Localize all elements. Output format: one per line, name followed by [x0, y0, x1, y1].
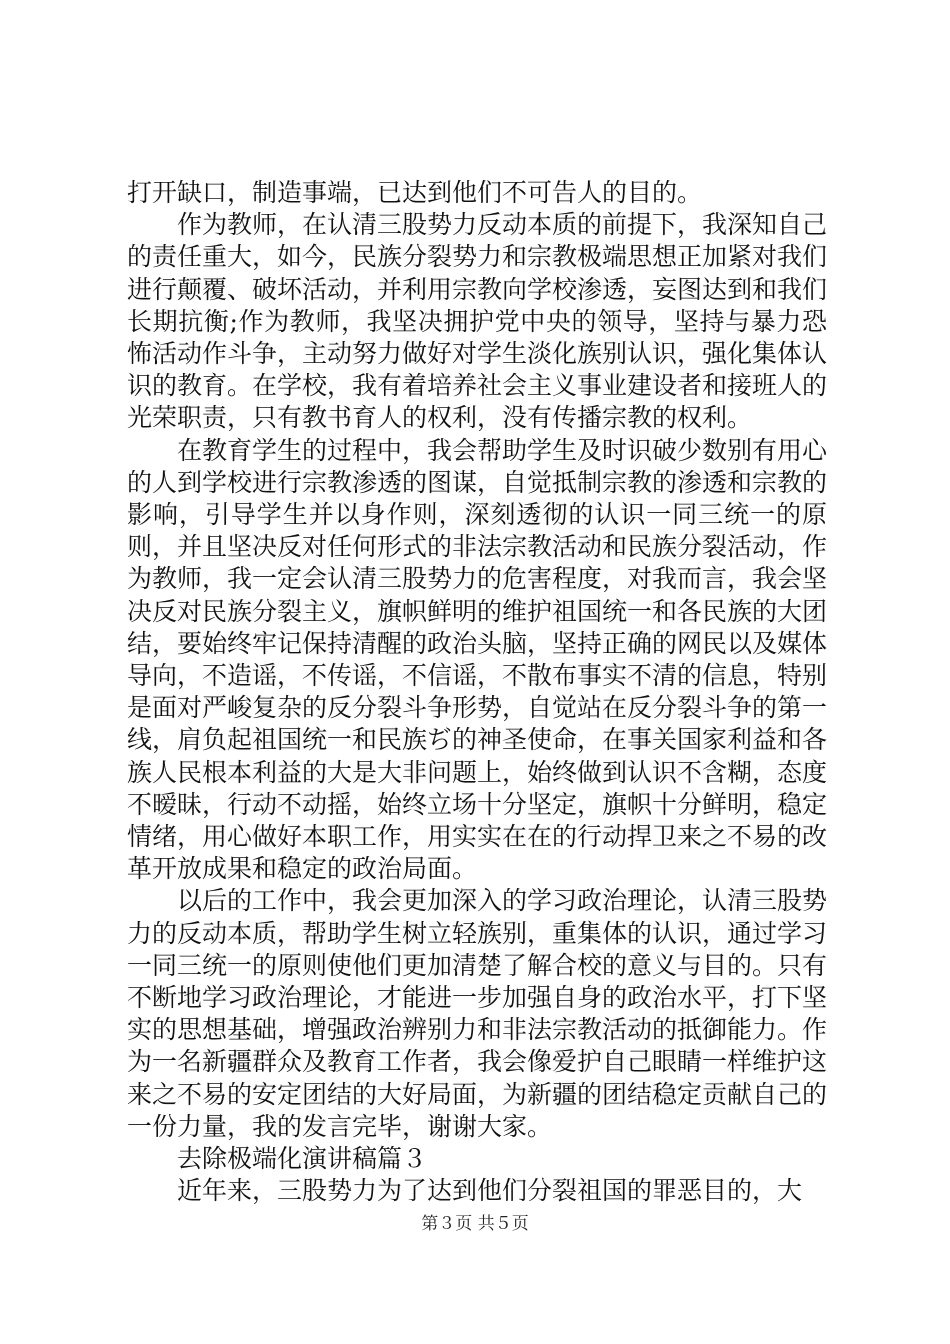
paragraph-teacher-responsibility: 作为教师，在认清三股势力反动本质的前提下，我深知自己的责任重大，如今，民族分裂势力和宗教极端思想正加紧对我们进行颠覆、破坏活动，并利用宗教向学校渗透，妄图达到和我们长期抗衡;作为教师，我坚决拥护党中央的领导，坚持与暴力恐怖活动作斗争，主动努力做好对学生淡化族别认识，强化集体认识的教育。在学校，我有着培养社会主义事业建设者和接班人的光荣职责，只有教书育人的权利，没有传播宗教的权利。 [127, 210, 828, 433]
paragraph-continuation: 打开缺口，制造事端，已达到他们不可告人的目的。 [127, 178, 703, 207]
section-heading: 去除极端化演讲稿篇３ [177, 1144, 428, 1174]
page-number-footer: 第３页 共５页 [421, 1214, 529, 1234]
document-body [127, 177, 827, 1208]
paragraph-future-work: 以后的工作中，我会更加深入的学习政治理论，认清三股势力的反动本质，帮助学生树立轻族别，重集体的认识，通过学习一同三统一的原则使他们更加清楚了解合校的意义与目的。只有不断地学习政治理论，才能进一步加强自身的政治水平，打下坚实的思想基础，增强政治辨别力和非法宗教活动的抵御能力。作为一名新疆群众及教育工作者，我会像爱护自己眼睛一样维护这来之不易的安定团结的大好局面，为新疆的团结稳定贡献自己的一份力量，我的发言完毕，谢谢大家。 [127, 886, 828, 1141]
paragraph-recent-years: 近年来，三股势力为了达到他们分裂祖国的罪恶目的，大 [177, 1176, 803, 1206]
paragraph-educating-students: 在教育学生的过程中，我会帮助学生及时识破少数别有用心的人到学校进行宗教渗透的图谋，自觉抵制宗教的渗透和宗教的影响，引导学生并以身作则，深刻透彻的认识一同三统一的原则，并且坚决反对任何形式的非法宗教活动和民族分裂活动，作为教师，我一定会认清三股势力的危害程度，对我而言，我会坚决反对民族分裂主义，旗帜鲜明的维护祖国统一和各民族的大团结，要始终牢记保持清醒的政治头脑，坚持正确的网民以及媒体导向，不造谣，不传谣，不信谣，不散布事实不清的信息，特别是面对严峻复杂的反分裂斗争形势，自觉站在反分裂斗争的第一线，肩负起祖国统一和民族ぢ的神圣使命，在事关国家利益和各族人民根本利益的大是大非问题上，始终做到认识不含糊，态度不暧昧，行动不动摇，始终立场十分坚定，旗帜十分鲜明，稳定情绪，用心做好本职工作，用实实在在的行动捍卫来之不易的改革开放成果和稳定的政治局面。 [127, 435, 828, 884]
